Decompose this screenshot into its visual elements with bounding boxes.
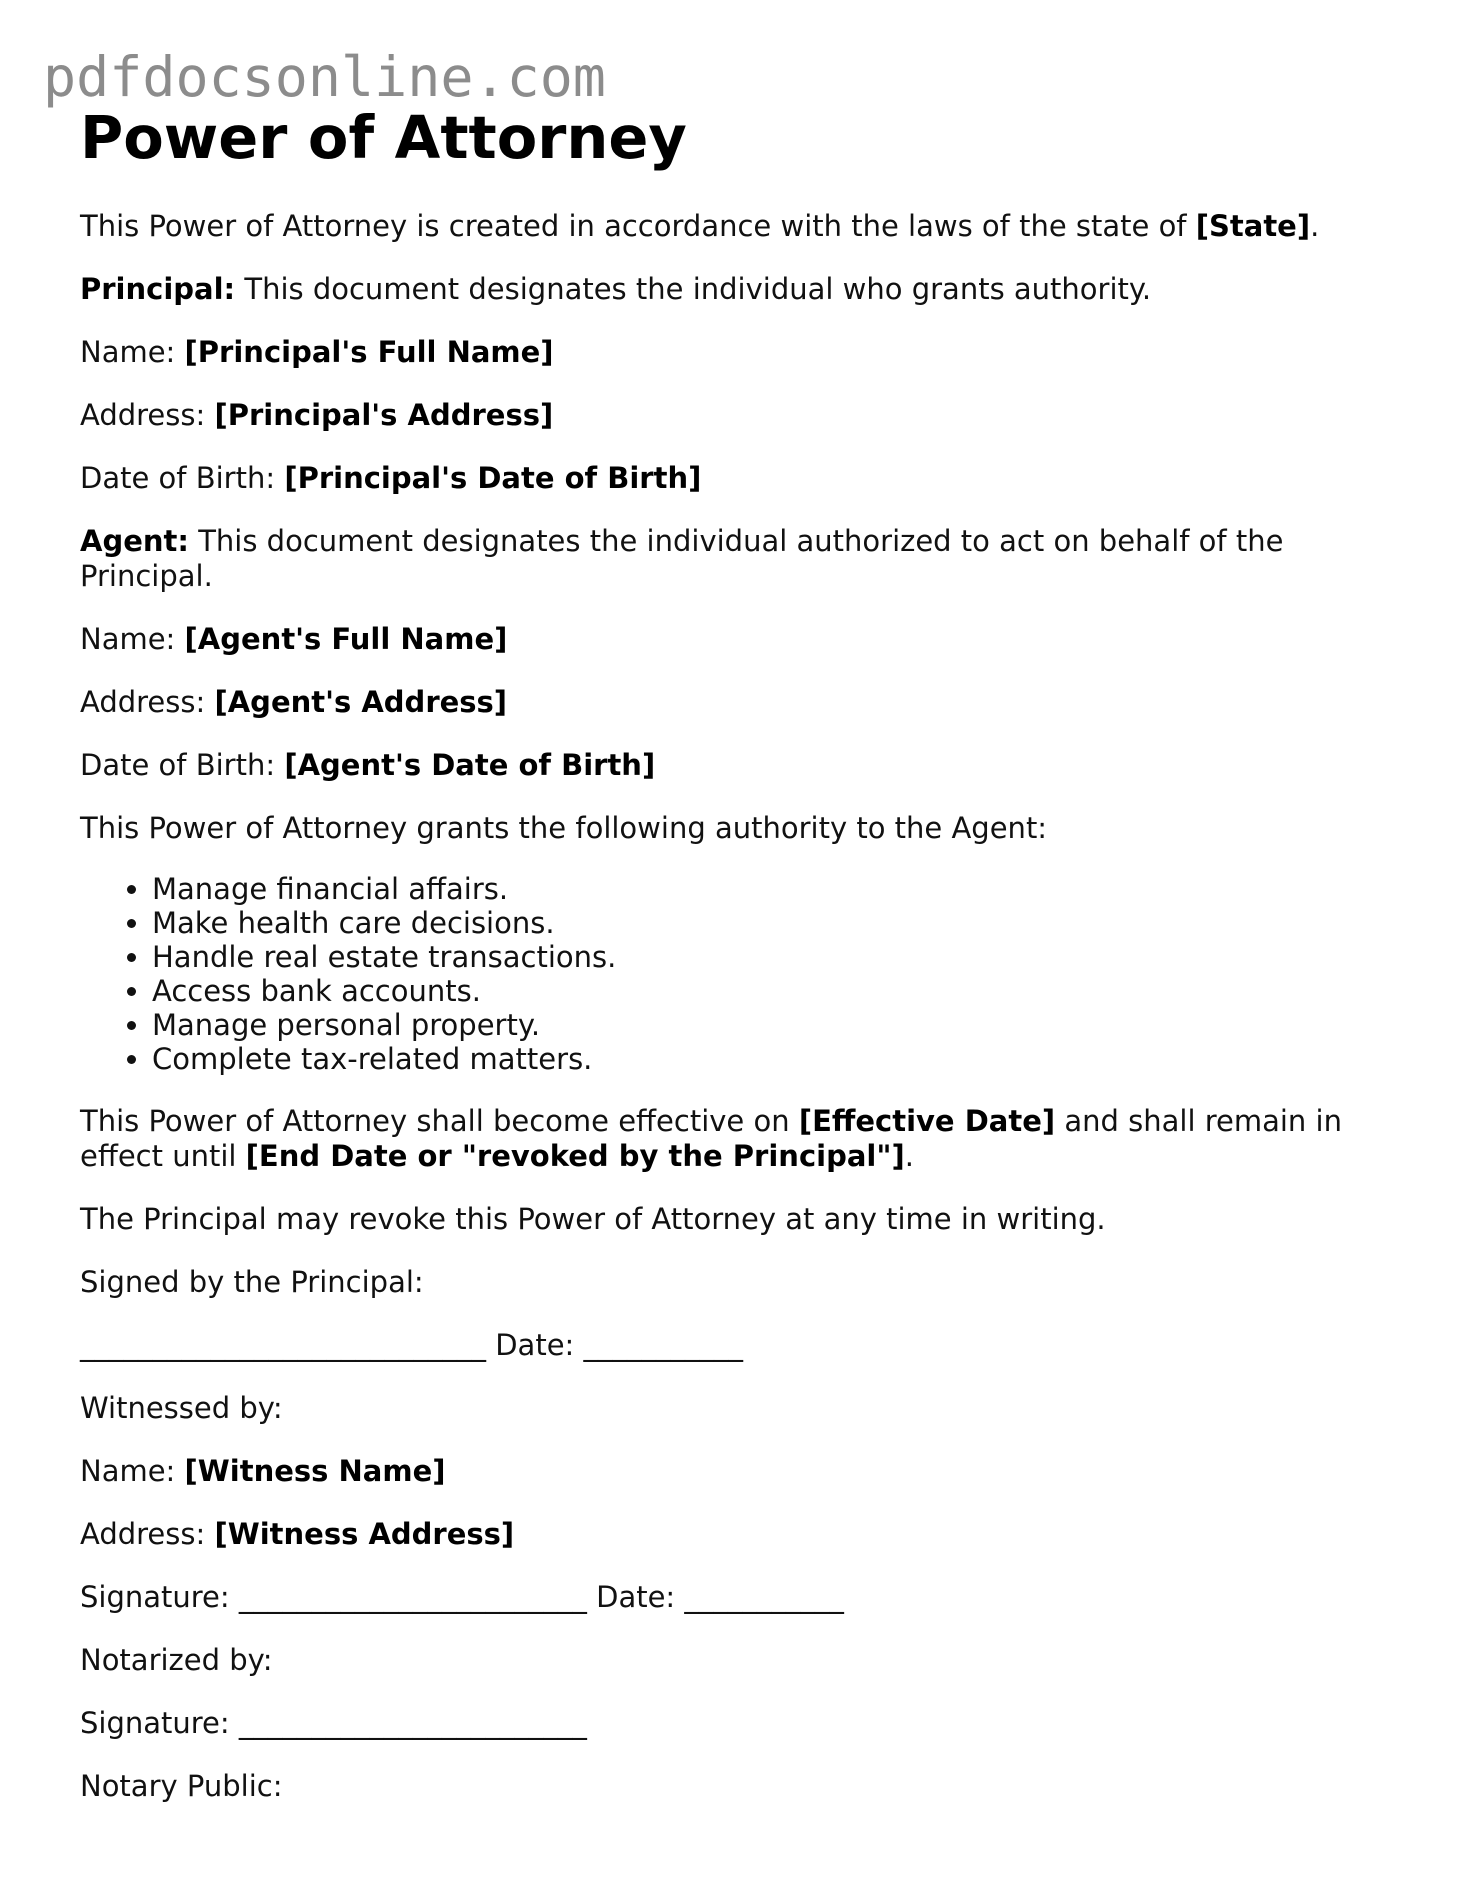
list-item: • Manage personal property.	[152, 1008, 1380, 1042]
witness-name-line	[80, 1454, 1380, 1489]
witness-signature-line[interactable]: Signature: ________________________ Date: ___________	[80, 1580, 844, 1614]
principal-address-value: [Principal's Address]	[214, 398, 554, 432]
list-item: • Make health care decisions.	[152, 906, 1380, 940]
effective-paragraph	[80, 1104, 1360, 1174]
notary-signature-line[interactable]: Signature: ________________________	[80, 1706, 587, 1740]
principal-name-label: Name:	[80, 335, 185, 369]
principal-dob-label: Date of Birth:	[80, 461, 285, 495]
list-item: • Access bank accounts.	[152, 974, 1380, 1008]
watermark: pdfdocsonline.com	[43, 45, 606, 109]
agent-dob-value: [Agent's Date of Birth]	[284, 748, 656, 782]
intro-paragraph	[80, 209, 1380, 244]
witness-name-value: [Witness Name]	[184, 1454, 446, 1488]
state-placeholder: [State]	[1195, 209, 1311, 243]
list-item: • Complete tax-related matters.	[152, 1042, 1380, 1076]
agent-name-line	[80, 622, 1380, 657]
agent-dob-label: Date of Birth:	[80, 748, 285, 782]
revoke-paragraph: The Principal may revoke this Power of Attorney at any time in writing.	[80, 1202, 1106, 1236]
agent-label: Agent:	[80, 524, 189, 558]
principal-dob-value: [Principal's Date of Birth]	[284, 461, 702, 495]
list-item: • Manage financial affairs.	[152, 872, 1380, 906]
agent-name-label: Name:	[80, 622, 185, 656]
principal-address-label: Address:	[80, 398, 215, 432]
intro-end: .	[1310, 209, 1320, 243]
agent-address-label: Address:	[80, 685, 215, 719]
page-title: Power of Attorney	[80, 103, 687, 172]
witness-address-line	[80, 1517, 1380, 1552]
authority-intro: This Power of Attorney grants the following authority to the Agent:	[80, 811, 1048, 845]
principal-dob-line	[80, 461, 1380, 496]
witnessed-by-label: Witnessed by:	[80, 1391, 283, 1425]
effective-text-2: and shall remain in effect until	[80, 1104, 1342, 1173]
principal-paragraph	[80, 272, 1380, 307]
effective-end: .	[904, 1139, 914, 1173]
principal-name-value: [Principal's Full Name]	[184, 335, 554, 369]
agent-text: This document designates the individual authorized to act on behalf of the Principal.	[80, 524, 1284, 593]
authority-list	[80, 872, 1380, 1076]
document	[80, 100, 1380, 1804]
notary-public-label: Notary Public:	[80, 1769, 283, 1803]
agent-paragraph	[80, 524, 1300, 594]
principal-name-line	[80, 335, 1380, 370]
principal-address-line	[80, 398, 1380, 433]
principal-text: This document designates the individual who grants authority.	[235, 272, 1152, 306]
witness-address-label: Address:	[80, 1517, 215, 1551]
principal-label: Principal:	[80, 272, 236, 306]
principal-signature-line[interactable]: ____________________________ Date: ___________	[80, 1328, 744, 1362]
end-date-placeholder: [End Date or "revoked by the Principal"]	[245, 1139, 905, 1173]
witness-name-label: Name:	[80, 1454, 185, 1488]
agent-address-value: [Agent's Address]	[214, 685, 508, 719]
intro-text: This Power of Attorney is created in accordance with the laws of the state of	[80, 209, 1196, 243]
witness-address-value: [Witness Address]	[214, 1517, 515, 1551]
notarized-by-label: Notarized by:	[80, 1643, 273, 1677]
effective-date-placeholder: [Effective Date]	[798, 1104, 1056, 1138]
list-item: • Handle real estate transactions.	[152, 940, 1380, 974]
signed-by-label: Signed by the Principal:	[80, 1265, 424, 1299]
effective-text-1: This Power of Attorney shall become effective on	[80, 1104, 799, 1138]
agent-address-line	[80, 685, 1380, 720]
agent-dob-line	[80, 748, 1380, 783]
agent-name-value: [Agent's Full Name]	[184, 622, 508, 656]
